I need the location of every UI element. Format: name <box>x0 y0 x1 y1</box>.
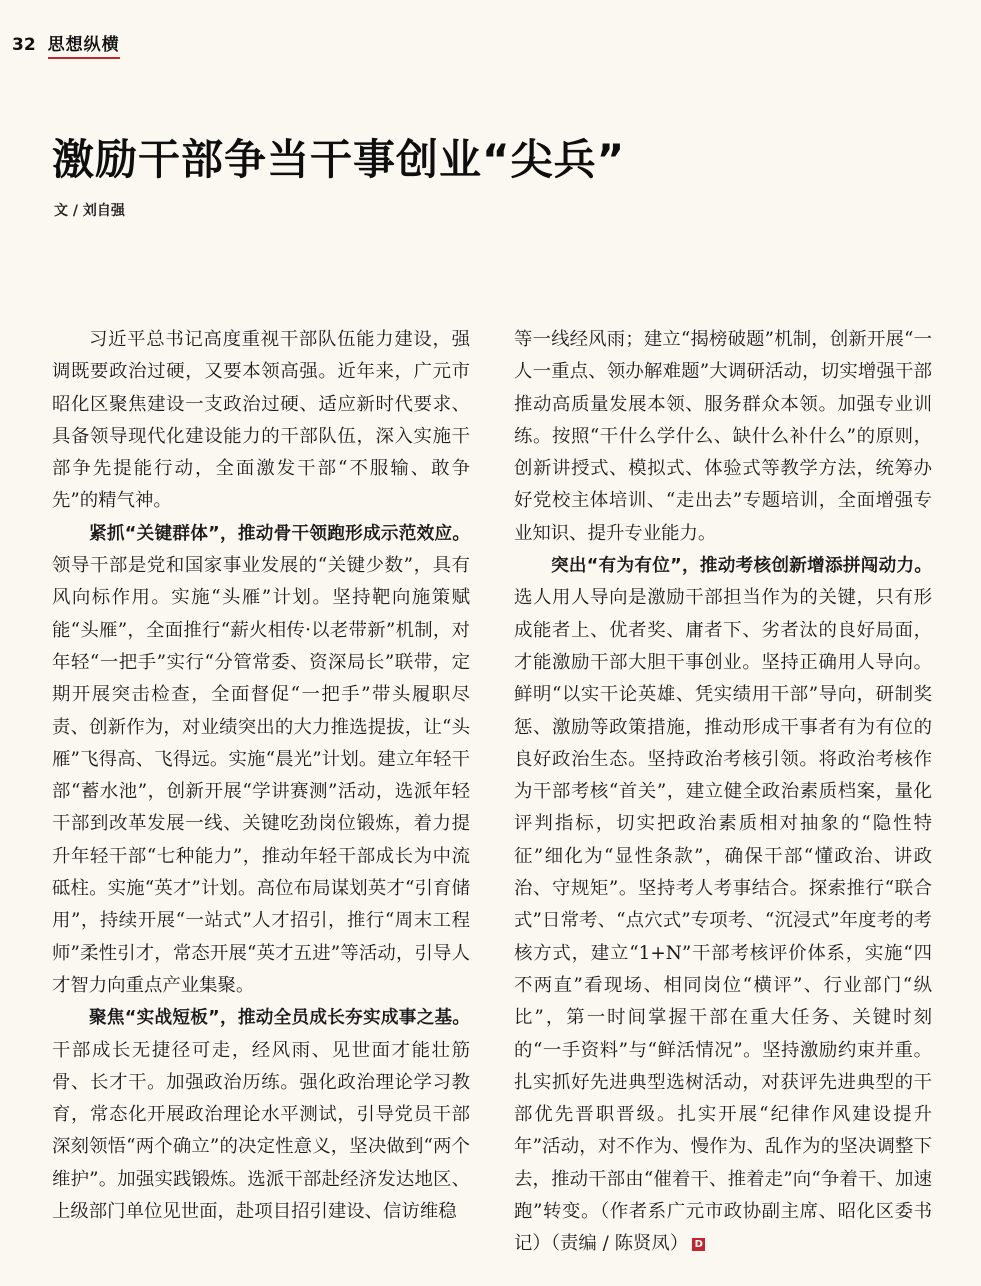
section-2-body: 干部成长无捷径可走，经风雨、见世面才能壮筋骨、长才干。加强政治历练。强化政治理论学习教育，常态化开展政治理论水平测试，引导党员干部深刻领悟“两个确立”的决定性意义，坚决做到“两个维护”。加强实践锻炼。选派干部赴经济发达地区、上级部门单位见世面，赴项目招引建设、信访维稳 <box>52 1039 470 1223</box>
section-name <box>48 30 120 55</box>
section-1-body: 领导干部是党和国家事业发展的“关键少数”，具有风向标作用。实施“头雁”计划。坚持靶向施策赋能“头雁”，全面推行“薪火相传·以老带新”机制，对年轻“一把手”实行“分管常委、资深局长”联带，定期开展突击检查，全面督促“一把手”带头履职尽责、创新作为，对业绩突出的大力推选提拔，让“头雁”飞得高、飞得远。实施“晨光”计划。建立年轻干部“蓄水池”，创新开展“学讲赛测”活动，选派年轻干部到改革发展一线、关键吃劲岗位锻炼，着力提升年轻干部“七种能力”，推动年轻干部成长为中流砥柱。实施“英才”计划。高位布局谋划英才“引育储用”，持续开展“一站式”人才招引，推行“周末工程师”柔性引才，常态开展“英才五进”等活动，引导人才智力向重点产业集聚。 <box>52 555 470 996</box>
section-2-paragraph <box>52 1002 470 1228</box>
section-underline <box>48 57 120 59</box>
section-1-paragraph <box>52 518 470 1002</box>
left-column <box>52 324 470 1228</box>
page-header <box>12 30 120 54</box>
section-name-text: 思想纵横 <box>47 35 120 55</box>
section-1-heading: 紧抓“关键群体”，推动骨干领跑形成示范效应。 <box>89 523 470 544</box>
section-2-heading: 聚焦“实战短板”，推动全员成长夯实成事之基。 <box>89 1008 470 1029</box>
section-3-paragraph <box>514 550 932 1261</box>
section-3-body: 选人用人导向是激励干部担当作为的关键，只有形成能者上、优者奖、庸者下、劣者汰的良好局面，才能激励干部大胆干事创业。坚持正确用人导向。鲜明“以实干论英雄、凭实绩用干部”导向，研制奖惩、激励等政策措施，推动形成干事者有为有位的良好政治生态。坚持政治考核引领。将政治考核作为干部考核“首关”，建立健全政治素质档案，量化评判指标，切实把政治素质相对抽象的“隐性特征”细化为“显性条款”，确保干部“懂政治、讲政治、守规矩”。坚持考人考事结合。探索推行“联合式”日常考、“点穴式”专项考、“沉浸式”年度考的考核方式，建立“1+N”干部考核评价体系，实施“四不两直”看现场、相同岗位“横评”、行业部门“纵比”，第一时间掌握干部在重大任务、关键时刻的“一手资料”与“鲜活情况”。坚持激励约束并重。扎实抓好先进典型选树活动，对获评先进典型的干部优先晋职晋级。扎实开展“纪律作风建设提升年”活动，对不作为、慢作为、乱作为的坚决调整下去，推动干部由“催着干、推着走”向“争着干、加速跑”转变。（作者系广元市政协副主席、昭化区委书记）（责编 / 陈贤凤） <box>514 587 932 1255</box>
section-2-continuation: 等一线经风雨；建立“揭榜破题”机制，创新开展“一人一重点、领办解难题”大调研活动，切实增强干部推动高质量发展本领、服务群众本领。加强专业训练。按照“干什么学什么、缺什么补什么”的原则，创新讲授式、模拟式、体验式等教学方法，统筹办好党校主体培训、“走出去”专题培训，全面增强专业知识、提升专业能力。 <box>514 329 932 544</box>
article-title: 激励干部争当干事创业“尖兵” <box>52 135 626 184</box>
article-byline: 文 / 刘自强 <box>54 203 125 219</box>
end-mark-icon: D <box>692 1238 705 1251</box>
section-3-heading: 突出“有为有位”，推动考核创新增添拼闯动力。 <box>551 556 932 577</box>
intro-paragraph: 习近平总书记高度重视干部队伍能力建设，强调既要政治过硬，又要本领高强。近年来，广元市昭化区聚焦建设一支政治过硬、适应新时代要求、具备领导现代化建设能力的干部队伍，深入实施干部争先提能行动，全面激发干部“不服输、敢争先”的精气神。 <box>52 329 470 512</box>
right-column <box>514 324 932 1261</box>
page-number: 32 <box>12 35 36 55</box>
